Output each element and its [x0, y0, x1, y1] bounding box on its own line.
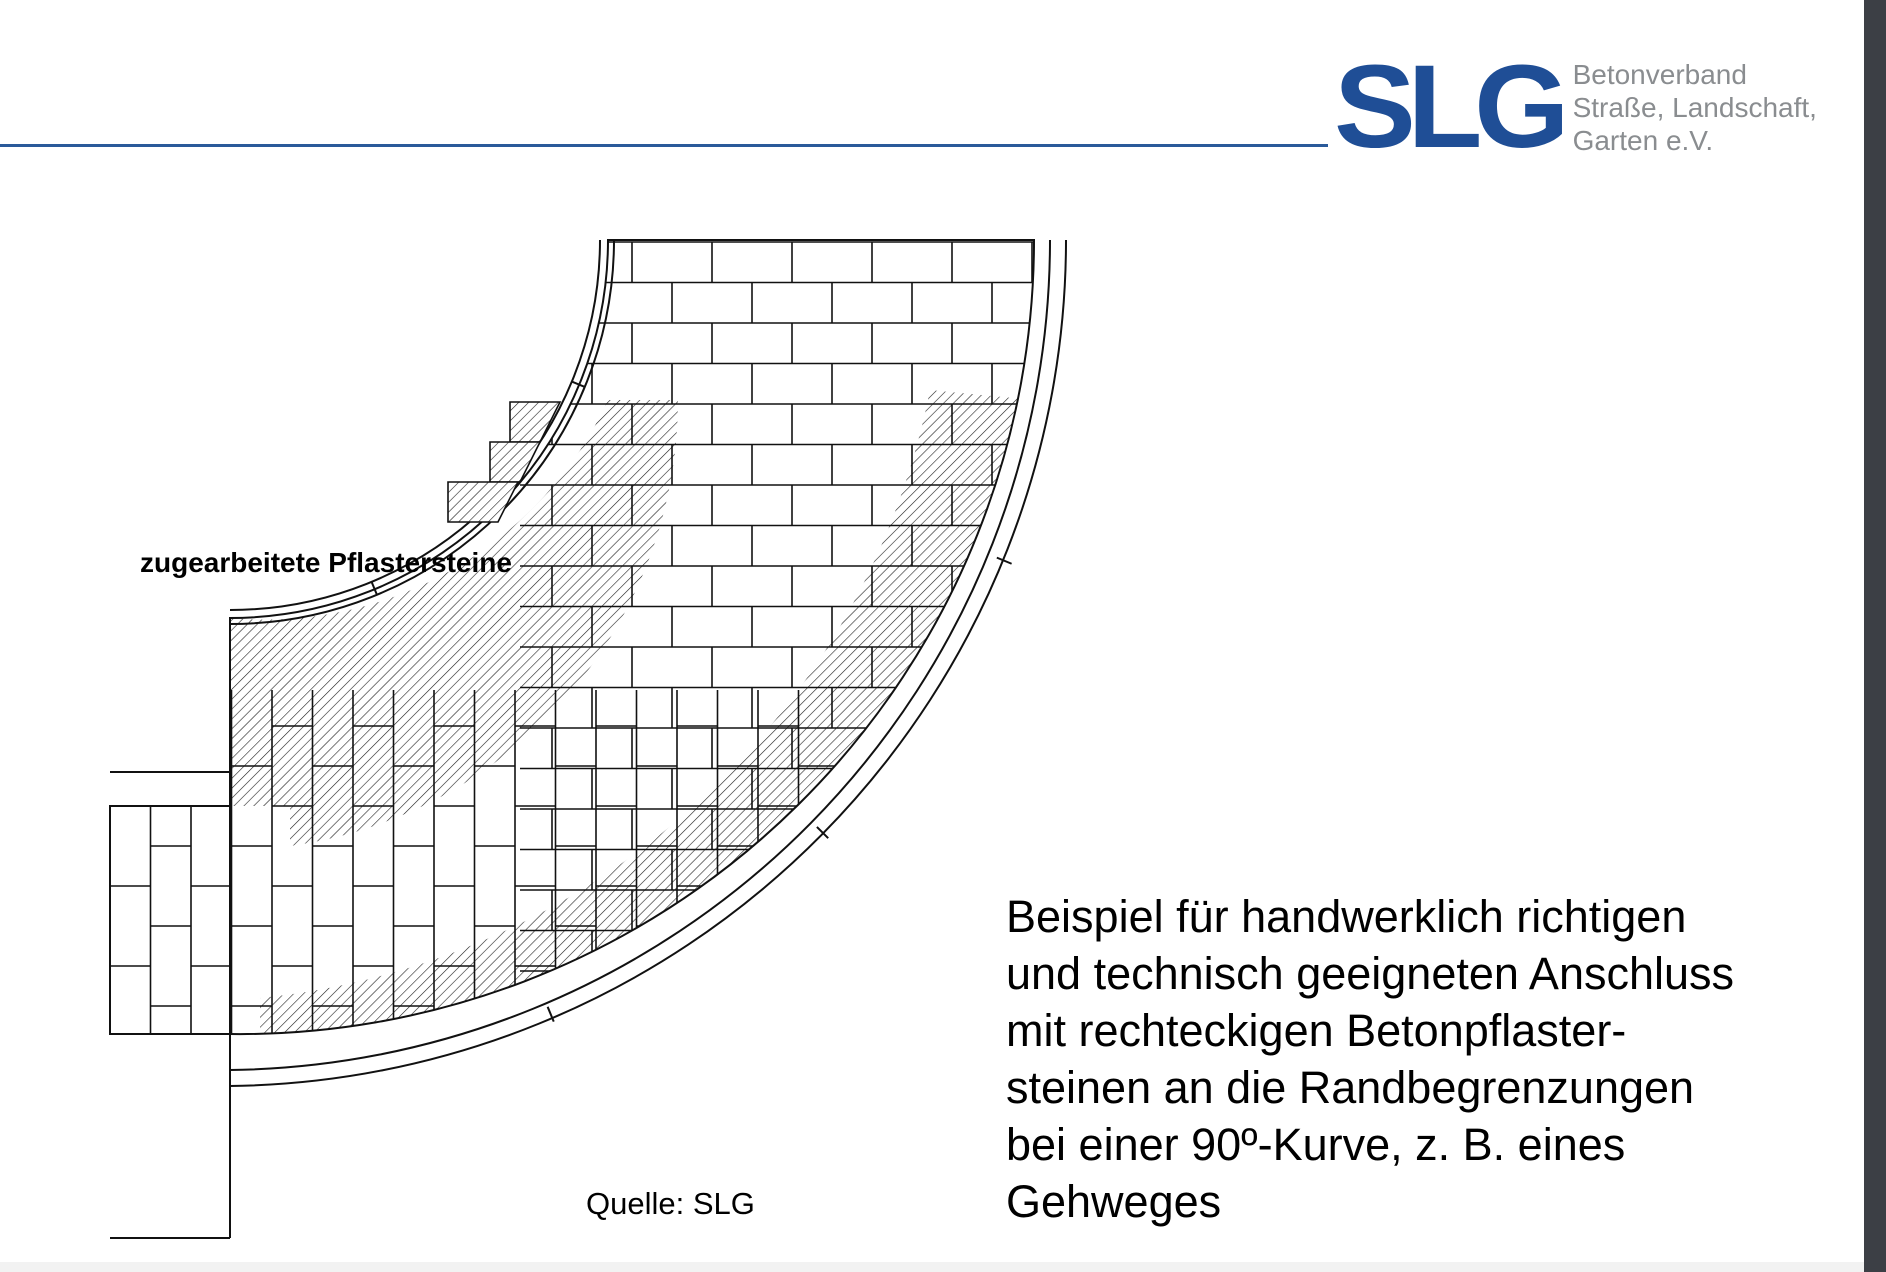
cut-paver-example — [448, 482, 518, 522]
description-line: Gehweges — [1006, 1176, 1222, 1227]
description-line: mit rechteckigen Betonpflaster- — [1006, 1005, 1627, 1056]
bottom-strip — [0, 1262, 1864, 1272]
description-line: und technisch geeigneten Anschluss — [1006, 948, 1735, 999]
window-edge — [1864, 0, 1886, 1272]
inner-cut-band — [230, 400, 678, 846]
description-line: bei einer 90º-Kurve, z. B. eines — [1006, 1119, 1626, 1170]
description-line: Beispiel für handwerklich richtigen — [1006, 891, 1687, 942]
description-text — [1006, 888, 1866, 1230]
annotation-label: zugearbeitete Pflastersteine — [140, 547, 512, 578]
description-line: steinen an die Randbegrenzungen — [1006, 1062, 1695, 1113]
organization-line: Betonverband — [1572, 58, 1747, 90]
organization-line: Garten e.V. — [1572, 124, 1714, 156]
source-label: Quelle: SLG — [586, 1186, 755, 1221]
logo-mark: SLG — [1334, 41, 1562, 173]
organization-line: Straße, Landschaft, — [1572, 91, 1817, 123]
